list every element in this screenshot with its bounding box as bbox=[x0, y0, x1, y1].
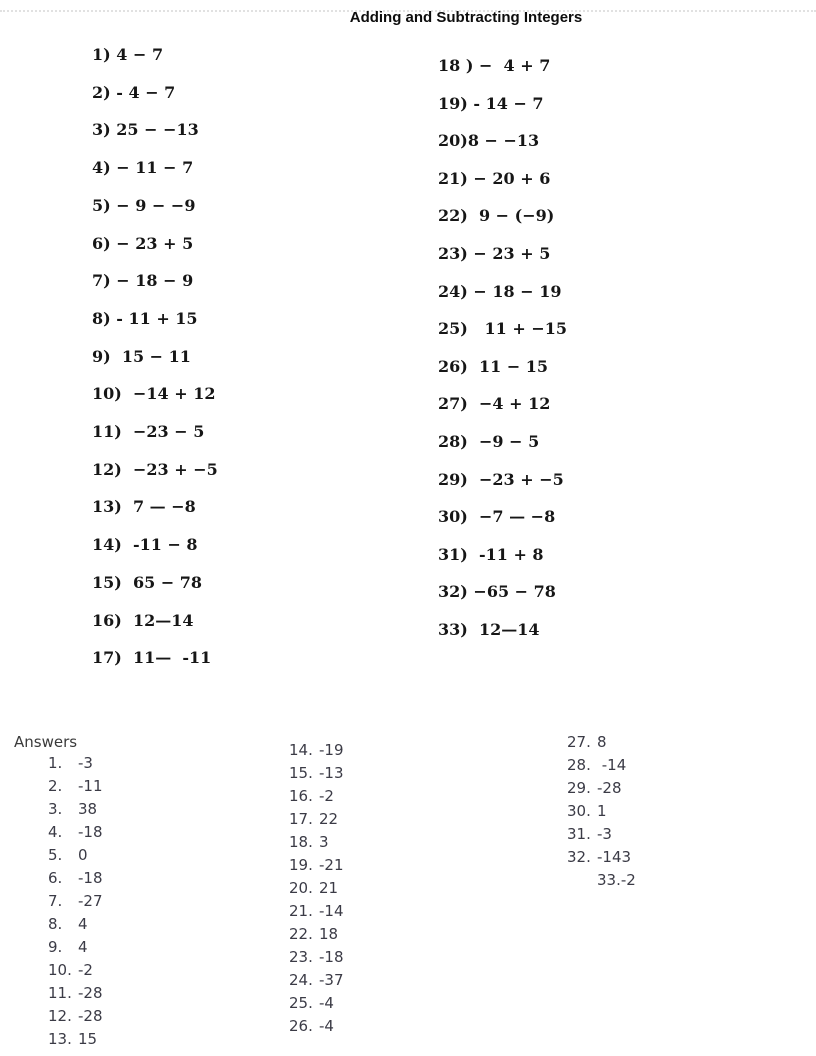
answer-value: -14 bbox=[319, 902, 344, 920]
answer-number: 24. bbox=[289, 971, 313, 989]
answer-value: 4 bbox=[78, 915, 88, 933]
answer-value: -14 bbox=[597, 756, 627, 774]
problem-item: 20)8 − −13 bbox=[438, 131, 540, 151]
answer-number: 2. bbox=[48, 777, 63, 795]
problem-item: 6) − 23 + 5 bbox=[92, 233, 194, 253]
answer-number: 8. bbox=[48, 915, 63, 933]
answer-item bbox=[48, 821, 103, 844]
answer-number: 6. bbox=[48, 869, 63, 887]
problem-item: 26) 11 − 15 bbox=[438, 356, 549, 376]
answer-value: 18 bbox=[319, 925, 339, 943]
answer-value: -28 bbox=[78, 1007, 103, 1025]
answer-value: -21 bbox=[319, 856, 344, 874]
problem-item: 29) −23 + −5 bbox=[438, 469, 564, 489]
answer-number: 31. bbox=[567, 825, 591, 843]
answer-number: 12. bbox=[48, 1007, 72, 1025]
answer-value: -18 bbox=[78, 823, 103, 841]
answer-item bbox=[289, 900, 344, 923]
answer-number: 11. bbox=[48, 984, 72, 1002]
answer-item bbox=[567, 846, 636, 869]
problem-item: 7) − 18 − 9 bbox=[92, 271, 194, 291]
answer-item bbox=[567, 754, 636, 777]
answer-item bbox=[48, 1028, 103, 1051]
answer-item bbox=[289, 1015, 344, 1038]
answer-number: 3. bbox=[48, 800, 63, 818]
answer-item bbox=[567, 800, 636, 823]
answer-number: 13. bbox=[48, 1030, 72, 1048]
answer-number: 18. bbox=[289, 833, 313, 851]
answer-number: 27. bbox=[567, 733, 591, 751]
problem-item: 25) 11 + −15 bbox=[438, 319, 568, 339]
answer-value: -3 bbox=[78, 754, 93, 772]
answer-item bbox=[289, 785, 344, 808]
problem-item: 22) 9 − (−9) bbox=[438, 206, 555, 226]
answer-value: -28 bbox=[78, 984, 103, 1002]
answer-number: 17. bbox=[289, 810, 313, 828]
answer-item bbox=[289, 992, 344, 1015]
problem-item: 24) − 18 − 19 bbox=[438, 281, 562, 301]
problem-item: 17) 11— -11 bbox=[92, 648, 212, 668]
problem-item: 2) - 4 − 7 bbox=[92, 82, 176, 102]
problem-item: 18 ) − 4 + 7 bbox=[438, 56, 551, 75]
answer-value: -37 bbox=[319, 971, 344, 989]
answers-heading: Answers bbox=[14, 733, 78, 751]
answer-number: 7. bbox=[48, 892, 63, 910]
answer-item bbox=[48, 867, 103, 890]
problem-item: 8) - 11 + 15 bbox=[92, 308, 198, 328]
answer-item bbox=[289, 877, 344, 900]
answer-value: 1 bbox=[597, 802, 607, 820]
answer-number: 22. bbox=[289, 925, 313, 943]
answer-item bbox=[567, 869, 636, 892]
answers-column-2 bbox=[289, 739, 344, 1038]
problem-item: 11) −23 − 5 bbox=[92, 422, 205, 442]
answer-number: 20. bbox=[289, 879, 313, 897]
problem-item: 28) −9 − 5 bbox=[438, 431, 540, 451]
problem-item: 4) − 11 − 7 bbox=[92, 158, 194, 178]
problem-item: 14) -11 − 8 bbox=[92, 535, 198, 555]
answer-value: 0 bbox=[78, 846, 88, 864]
answer-value: -19 bbox=[319, 741, 344, 759]
answer-item bbox=[48, 982, 103, 1005]
problem-item: 5) − 9 − −9 bbox=[92, 195, 196, 215]
answer-number: 29. bbox=[567, 779, 591, 797]
answer-number: 15. bbox=[289, 764, 313, 782]
problem-item: 23) − 23 + 5 bbox=[438, 243, 551, 263]
answer-item bbox=[289, 923, 344, 946]
answer-item bbox=[289, 831, 344, 854]
answer-item bbox=[567, 823, 636, 846]
problem-item: 3) 25 − −13 bbox=[92, 120, 199, 140]
problem-item: 27) −4 + 12 bbox=[438, 394, 551, 414]
answer-value: -4 bbox=[319, 994, 334, 1012]
answer-item bbox=[48, 936, 103, 959]
answer-number: 5. bbox=[48, 846, 63, 864]
answer-item bbox=[567, 731, 636, 754]
answer-item bbox=[48, 752, 103, 775]
answers-column-1 bbox=[48, 752, 103, 1051]
answer-value: -2 bbox=[319, 787, 334, 805]
answer-value: -18 bbox=[319, 948, 344, 966]
answer-number: 25. bbox=[289, 994, 313, 1012]
answer-item bbox=[48, 1005, 103, 1028]
answer-value: -143 bbox=[597, 848, 632, 866]
answer-value: -27 bbox=[78, 892, 103, 910]
answer-item bbox=[48, 798, 103, 821]
answer-item bbox=[289, 762, 344, 785]
answer-item bbox=[289, 969, 344, 992]
problem-item: 32) −65 − 78 bbox=[438, 582, 556, 602]
answer-number: 4. bbox=[48, 823, 63, 841]
problem-item: 12) −23 + −5 bbox=[92, 459, 218, 479]
answer-value: 3 bbox=[319, 833, 329, 851]
answer-value: -2 bbox=[620, 871, 636, 889]
answer-number: 19. bbox=[289, 856, 313, 874]
answer-number: 21. bbox=[289, 902, 313, 920]
answer-item bbox=[48, 890, 103, 913]
answer-item bbox=[567, 777, 636, 800]
answer-item bbox=[289, 946, 344, 969]
answer-value: 4 bbox=[78, 938, 88, 956]
problem-item: 19) - 14 − 7 bbox=[438, 93, 544, 113]
problem-item: 10) −14 + 12 bbox=[92, 384, 216, 404]
problem-item: 15) 65 − 78 bbox=[92, 572, 203, 592]
problem-item: 16) 12—14 bbox=[92, 610, 194, 630]
answer-value: -2 bbox=[78, 961, 93, 979]
answer-value: -28 bbox=[597, 779, 622, 797]
answer-number: 23. bbox=[289, 948, 313, 966]
answer-item bbox=[289, 854, 344, 877]
answer-number: 33. bbox=[597, 871, 621, 889]
answer-number: 9. bbox=[48, 938, 63, 956]
answer-number: 14. bbox=[289, 741, 313, 759]
answer-value: 15 bbox=[78, 1030, 98, 1048]
answer-value: -13 bbox=[319, 764, 344, 782]
problem-item: 31) -11 + 8 bbox=[438, 544, 544, 564]
answer-value: -11 bbox=[78, 777, 103, 795]
answer-number: 28. bbox=[567, 756, 591, 774]
problem-item: 30) −7 — −8 bbox=[438, 507, 556, 527]
answer-number: 1. bbox=[48, 754, 63, 772]
answer-value: 22 bbox=[319, 810, 339, 828]
answers-column-3 bbox=[567, 731, 636, 892]
answer-item bbox=[289, 808, 344, 831]
answer-item bbox=[48, 913, 103, 936]
answer-value: -4 bbox=[319, 1017, 334, 1035]
answer-item bbox=[48, 775, 103, 798]
answer-value: 38 bbox=[78, 800, 98, 818]
answer-item bbox=[48, 844, 103, 867]
problem-item: 1) 4 − 7 bbox=[92, 45, 164, 64]
problem-item: 13) 7 — −8 bbox=[92, 497, 196, 517]
answer-value: 8 bbox=[597, 733, 607, 751]
answer-value: -18 bbox=[78, 869, 103, 887]
problem-item: 21) − 20 + 6 bbox=[438, 168, 551, 188]
answer-number: 32. bbox=[567, 848, 591, 866]
answer-item bbox=[48, 959, 103, 982]
answer-number: 10. bbox=[48, 961, 72, 979]
problem-item: 9) 15 − 11 bbox=[92, 346, 191, 366]
problems-column-right bbox=[438, 47, 567, 649]
answer-number: 16. bbox=[289, 787, 313, 805]
problems-column-left bbox=[92, 36, 218, 677]
answer-number: 30. bbox=[567, 802, 591, 820]
answer-item bbox=[289, 739, 344, 762]
answer-value: 21 bbox=[319, 879, 339, 897]
answer-value: -3 bbox=[597, 825, 612, 843]
problem-item: 33) 12—14 bbox=[438, 619, 540, 639]
answer-number: 26. bbox=[289, 1017, 313, 1035]
page-title: Adding and Subtracting Integers bbox=[349, 9, 583, 26]
